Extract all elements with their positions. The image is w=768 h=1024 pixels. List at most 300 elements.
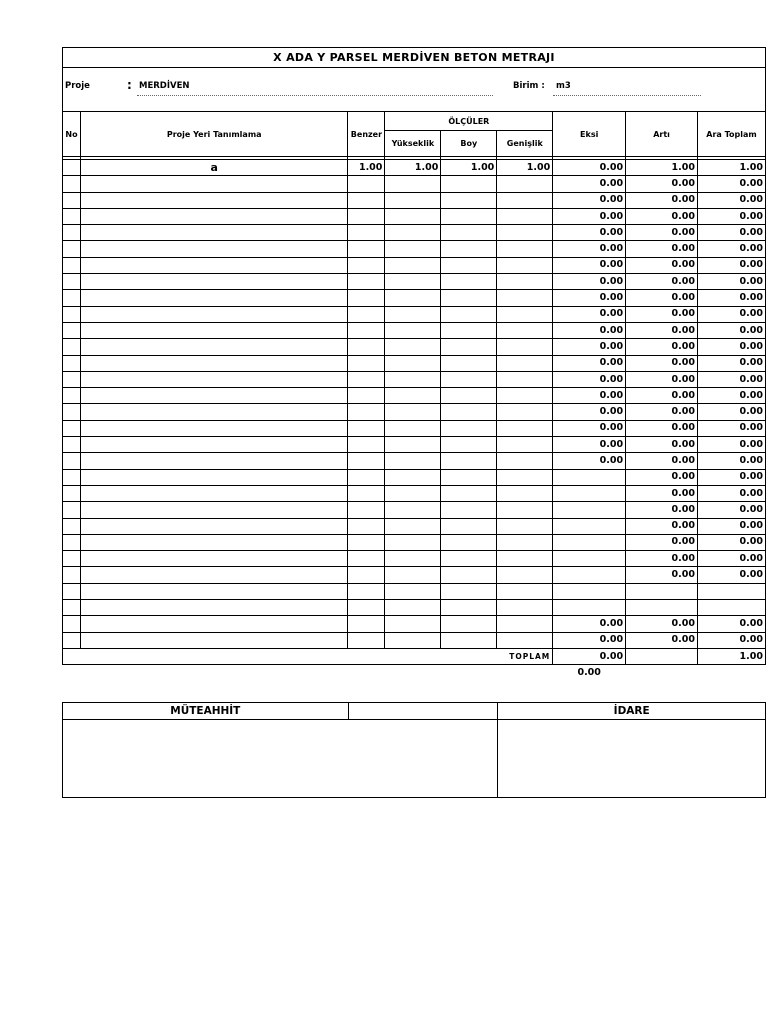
- table-row: [63, 290, 766, 306]
- cell-description: [80, 355, 347, 371]
- header-arti: Artı: [626, 112, 698, 157]
- cell-genislik: [497, 339, 553, 355]
- cell-description: [80, 274, 347, 290]
- cell-no: [63, 257, 81, 273]
- cell-description: [80, 437, 347, 453]
- cell-benzer: [348, 371, 385, 387]
- administration-label: İDARE: [498, 703, 766, 720]
- cell-ara-toplam: 0.00: [698, 502, 766, 518]
- cell-no: [63, 225, 81, 241]
- cell-benzer: [348, 437, 385, 453]
- cell-arti: 0.00: [626, 306, 698, 322]
- cell-boy: [441, 306, 497, 322]
- cell-eksi: 0.00: [553, 371, 626, 387]
- header-boy: Boy: [441, 131, 497, 157]
- cell-no: [63, 583, 81, 599]
- cell-eksi: 0.00: [553, 192, 626, 208]
- cell-no: [63, 485, 81, 501]
- cell-no: [63, 469, 81, 485]
- cell-benzer: [348, 339, 385, 355]
- cell-eksi: [553, 485, 626, 501]
- cell-arti: 0.00: [626, 518, 698, 534]
- cell-eksi: 0.00: [553, 420, 626, 436]
- cell-genislik: [497, 322, 553, 338]
- cell-ara-toplam: 0.00: [698, 176, 766, 192]
- cell-benzer: [348, 518, 385, 534]
- cell-genislik: [497, 371, 553, 387]
- cell-ara-toplam: 0.00: [698, 485, 766, 501]
- total-eksi: 0.00: [553, 648, 626, 664]
- table-row: [63, 616, 766, 632]
- cell-genislik: 1.00: [497, 160, 553, 176]
- cell-yukseklik: [385, 551, 441, 567]
- cell-boy: [441, 616, 497, 632]
- cell-description: [80, 388, 347, 404]
- cell-ara-toplam: [698, 600, 766, 616]
- cell-genislik: [497, 290, 553, 306]
- cell-benzer: [348, 616, 385, 632]
- cell-boy: [441, 583, 497, 599]
- cell-yukseklik: [385, 339, 441, 355]
- cell-description: [80, 485, 347, 501]
- table-row: [63, 274, 766, 290]
- cell-genislik: [497, 616, 553, 632]
- cell-arti: 0.00: [626, 453, 698, 469]
- cell-genislik: [497, 551, 553, 567]
- cell-no: [63, 371, 81, 387]
- cell-ara-toplam: 0.00: [698, 404, 766, 420]
- cell-genislik: [497, 453, 553, 469]
- cell-benzer: 1.00: [348, 160, 385, 176]
- cell-boy: 1.00: [441, 160, 497, 176]
- cell-description: [80, 306, 347, 322]
- cell-no: [63, 534, 81, 550]
- cell-benzer: [348, 257, 385, 273]
- cell-benzer: [348, 485, 385, 501]
- cell-arti: 0.00: [626, 371, 698, 387]
- cell-ara-toplam: 0.00: [698, 192, 766, 208]
- cell-no: [63, 453, 81, 469]
- cell-boy: [441, 469, 497, 485]
- cell-arti: 0.00: [626, 192, 698, 208]
- cell-boy: [441, 355, 497, 371]
- header-description: Proje Yeri Tanımlama: [80, 112, 347, 157]
- cell-yukseklik: [385, 502, 441, 518]
- cell-no: [63, 600, 81, 616]
- contractor-signature-area: [63, 720, 498, 798]
- cell-yukseklik: [385, 437, 441, 453]
- cell-boy: [441, 225, 497, 241]
- cell-description: [80, 567, 347, 583]
- cell-no: [63, 306, 81, 322]
- cell-yukseklik: [385, 290, 441, 306]
- cell-eksi: 0.00: [553, 160, 626, 176]
- cell-arti: 0.00: [626, 241, 698, 257]
- administration-signature-area: [498, 720, 766, 798]
- table-row: [63, 600, 766, 616]
- cell-eksi: 0.00: [553, 274, 626, 290]
- cell-boy: [441, 241, 497, 257]
- cell-yukseklik: [385, 322, 441, 338]
- cell-no: [63, 322, 81, 338]
- cell-ara-toplam: 0.00: [698, 355, 766, 371]
- table-row: [63, 469, 766, 485]
- table-row: [63, 534, 766, 550]
- cell-genislik: [497, 355, 553, 371]
- cell-yukseklik: [385, 583, 441, 599]
- cell-yukseklik: [385, 371, 441, 387]
- cell-ara-toplam: 0.00: [698, 518, 766, 534]
- cell-eksi: 0.00: [553, 632, 626, 648]
- cell-benzer: [348, 322, 385, 338]
- cell-genislik: [497, 176, 553, 192]
- cell-benzer: [348, 534, 385, 550]
- cell-ara-toplam: 0.00: [698, 388, 766, 404]
- project-info: [62, 67, 766, 112]
- cell-ara-toplam: 0.00: [698, 420, 766, 436]
- cell-eksi: 0.00: [553, 257, 626, 273]
- cell-no: [63, 160, 81, 176]
- table-row: [63, 632, 766, 648]
- table-row: [63, 176, 766, 192]
- cell-boy: [441, 404, 497, 420]
- cell-description: [80, 404, 347, 420]
- signature-block: [62, 702, 766, 798]
- cell-ara-toplam: 0.00: [698, 371, 766, 387]
- cell-no: [63, 551, 81, 567]
- header-benzer: Benzer: [348, 112, 385, 157]
- cell-eksi: 0.00: [553, 404, 626, 420]
- metraj-table: [62, 111, 766, 681]
- project-value: MERDİVEN: [139, 81, 190, 91]
- header-eksi: Eksi: [553, 112, 626, 157]
- cell-no: [63, 616, 81, 632]
- cell-boy: [441, 192, 497, 208]
- cell-eksi: 0.00: [553, 176, 626, 192]
- cell-yukseklik: [385, 355, 441, 371]
- cell-ara-toplam: 0.00: [698, 225, 766, 241]
- cell-description: [80, 225, 347, 241]
- cell-benzer: [348, 600, 385, 616]
- cell-benzer: [348, 502, 385, 518]
- table-row: [63, 388, 766, 404]
- cell-yukseklik: [385, 208, 441, 224]
- cell-genislik: [497, 567, 553, 583]
- cell-eksi: 0.00: [553, 616, 626, 632]
- cell-ara-toplam: 0.00: [698, 469, 766, 485]
- cell-no: [63, 632, 81, 648]
- table-row: [63, 322, 766, 338]
- cell-eksi: 0.00: [553, 437, 626, 453]
- cell-ara-toplam: 0.00: [698, 339, 766, 355]
- signature-middle: [348, 703, 498, 720]
- cell-arti: 0.00: [626, 208, 698, 224]
- cell-eksi: 0.00: [553, 322, 626, 338]
- cell-description: [80, 208, 347, 224]
- cell-yukseklik: [385, 420, 441, 436]
- cell-no: [63, 567, 81, 583]
- cell-ara-toplam: 0.00: [698, 241, 766, 257]
- cell-genislik: [497, 420, 553, 436]
- header-no: No: [63, 112, 81, 157]
- cell-benzer: [348, 274, 385, 290]
- cell-arti: 0.00: [626, 225, 698, 241]
- cell-benzer: [348, 241, 385, 257]
- cell-boy: [441, 437, 497, 453]
- table-row: [63, 339, 766, 355]
- table-row: [63, 551, 766, 567]
- cell-yukseklik: [385, 241, 441, 257]
- cell-eksi: 0.00: [553, 388, 626, 404]
- cell-yukseklik: [385, 274, 441, 290]
- cell-ara-toplam: 0.00: [698, 290, 766, 306]
- cell-arti: 0.00: [626, 616, 698, 632]
- unit-value: m3: [556, 81, 571, 91]
- total-ara-toplam: 1.00: [698, 648, 766, 664]
- table-row: [63, 160, 766, 176]
- cell-arti: 0.00: [626, 502, 698, 518]
- cell-ara-toplam: 0.00: [698, 551, 766, 567]
- total-row: [63, 648, 766, 664]
- cell-description: [80, 339, 347, 355]
- cell-arti: 0.00: [626, 534, 698, 550]
- cell-description: [80, 551, 347, 567]
- cell-yukseklik: [385, 485, 441, 501]
- cell-yukseklik: [385, 388, 441, 404]
- cell-eksi: [553, 518, 626, 534]
- cell-genislik: [497, 502, 553, 518]
- cell-description: [80, 469, 347, 485]
- cell-no: [63, 290, 81, 306]
- cell-arti: [626, 600, 698, 616]
- cell-description: [80, 632, 347, 648]
- cell-genislik: [497, 404, 553, 420]
- cell-description: [80, 616, 347, 632]
- cell-arti: 0.00: [626, 274, 698, 290]
- cell-no: [63, 355, 81, 371]
- cell-boy: [441, 632, 497, 648]
- cell-eksi: [553, 534, 626, 550]
- header-genislik: Genişlik: [497, 131, 553, 157]
- cell-arti: 1.00: [626, 160, 698, 176]
- cell-no: [63, 274, 81, 290]
- header-yukseklik: Yükseklik: [385, 131, 441, 157]
- table-row: [63, 192, 766, 208]
- cell-description: [80, 502, 347, 518]
- table-row: [63, 225, 766, 241]
- cell-ara-toplam: 0.00: [698, 257, 766, 273]
- cell-yukseklik: [385, 176, 441, 192]
- cell-boy: [441, 322, 497, 338]
- cell-benzer: [348, 208, 385, 224]
- cell-eksi: [553, 600, 626, 616]
- cell-arti: [626, 583, 698, 599]
- cell-genislik: [497, 306, 553, 322]
- cell-no: [63, 339, 81, 355]
- cell-yukseklik: [385, 192, 441, 208]
- cell-boy: [441, 274, 497, 290]
- cell-yukseklik: [385, 567, 441, 583]
- project-label: Proje: [65, 81, 90, 91]
- table-row: [63, 485, 766, 501]
- cell-no: [63, 502, 81, 518]
- cell-ara-toplam: 0.00: [698, 306, 766, 322]
- cell-no: [63, 420, 81, 436]
- cell-genislik: [497, 257, 553, 273]
- cell-boy: [441, 567, 497, 583]
- cell-arti: 0.00: [626, 632, 698, 648]
- table-row: [63, 420, 766, 436]
- header-ara-toplam: Ara Toplam: [698, 112, 766, 157]
- cell-benzer: [348, 567, 385, 583]
- cell-boy: [441, 388, 497, 404]
- sheet-title: X ADA Y PARSEL MERDİVEN BETON METRAJI: [62, 47, 766, 68]
- table-row: [63, 241, 766, 257]
- cell-yukseklik: [385, 404, 441, 420]
- table-row: [63, 437, 766, 453]
- cell-boy: [441, 339, 497, 355]
- cell-genislik: [497, 485, 553, 501]
- cell-arti: 0.00: [626, 437, 698, 453]
- cell-eksi: 0.00: [553, 290, 626, 306]
- cell-ara-toplam: 0.00: [698, 437, 766, 453]
- cell-genislik: [497, 241, 553, 257]
- contractor-label: MÜTEAHHİT: [63, 703, 349, 720]
- cell-yukseklik: [385, 534, 441, 550]
- cell-genislik: [497, 469, 553, 485]
- cell-eksi: [553, 469, 626, 485]
- cell-description: [80, 257, 347, 273]
- cell-benzer: [348, 404, 385, 420]
- cell-ara-toplam: 0.00: [698, 616, 766, 632]
- cell-ara-toplam: 0.00: [698, 567, 766, 583]
- cell-genislik: [497, 437, 553, 453]
- cell-benzer: [348, 388, 385, 404]
- cell-genislik: [497, 534, 553, 550]
- cell-arti: 0.00: [626, 176, 698, 192]
- table-row: [63, 257, 766, 273]
- cell-yukseklik: [385, 257, 441, 273]
- cell-boy: [441, 551, 497, 567]
- cell-eksi: 0.00: [553, 339, 626, 355]
- cell-description: [80, 176, 347, 192]
- cell-no: [63, 208, 81, 224]
- table-row: [63, 567, 766, 583]
- cell-benzer: [348, 176, 385, 192]
- cell-yukseklik: [385, 225, 441, 241]
- cell-description: [80, 322, 347, 338]
- cell-boy: [441, 600, 497, 616]
- cell-eksi: 0.00: [553, 355, 626, 371]
- cell-eksi: [553, 567, 626, 583]
- cell-boy: [441, 534, 497, 550]
- cell-no: [63, 404, 81, 420]
- cell-arti: 0.00: [626, 355, 698, 371]
- table-row: [63, 502, 766, 518]
- cell-eksi: 0.00: [553, 225, 626, 241]
- cell-arti: 0.00: [626, 257, 698, 273]
- cell-eksi: [553, 551, 626, 567]
- cell-ara-toplam: 0.00: [698, 322, 766, 338]
- cell-benzer: [348, 453, 385, 469]
- cell-description: [80, 420, 347, 436]
- cell-description: [80, 241, 347, 257]
- table-row: [63, 404, 766, 420]
- cell-yukseklik: [385, 453, 441, 469]
- cell-benzer: [348, 469, 385, 485]
- cell-yukseklik: [385, 518, 441, 534]
- cell-no: [63, 388, 81, 404]
- grand-total-row: [63, 665, 766, 681]
- table-row: [63, 355, 766, 371]
- cell-arti: 0.00: [626, 339, 698, 355]
- cell-eksi: 0.00: [553, 241, 626, 257]
- cell-ara-toplam: 0.00: [698, 274, 766, 290]
- cell-no: [63, 437, 81, 453]
- cell-genislik: [497, 600, 553, 616]
- cell-boy: [441, 453, 497, 469]
- cell-benzer: [348, 192, 385, 208]
- cell-boy: [441, 502, 497, 518]
- cell-genislik: [497, 208, 553, 224]
- cell-ara-toplam: [698, 583, 766, 599]
- unit-underline: [553, 95, 701, 96]
- cell-yukseklik: [385, 632, 441, 648]
- cell-boy: [441, 518, 497, 534]
- header-olculer: ÖLÇÜLER: [385, 112, 553, 131]
- cell-boy: [441, 176, 497, 192]
- cell-yukseklik: [385, 600, 441, 616]
- cell-yukseklik: [385, 306, 441, 322]
- table-row: [63, 371, 766, 387]
- cell-arti: 0.00: [626, 567, 698, 583]
- table-row: [63, 583, 766, 599]
- cell-genislik: [497, 192, 553, 208]
- cell-arti: 0.00: [626, 388, 698, 404]
- cell-no: [63, 241, 81, 257]
- table-row: [63, 518, 766, 534]
- cell-ara-toplam: 0.00: [698, 534, 766, 550]
- cell-boy: [441, 420, 497, 436]
- cell-description: [80, 453, 347, 469]
- cell-genislik: [497, 274, 553, 290]
- cell-description: a: [80, 160, 347, 176]
- cell-genislik: [497, 388, 553, 404]
- project-underline: [137, 95, 493, 96]
- cell-boy: [441, 485, 497, 501]
- cell-genislik: [497, 518, 553, 534]
- cell-description: [80, 290, 347, 306]
- cell-benzer: [348, 225, 385, 241]
- cell-no: [63, 176, 81, 192]
- cell-yukseklik: [385, 616, 441, 632]
- table-row: [63, 453, 766, 469]
- cell-genislik: [497, 225, 553, 241]
- cell-arti: 0.00: [626, 469, 698, 485]
- cell-yukseklik: 1.00: [385, 160, 441, 176]
- cell-arti: 0.00: [626, 485, 698, 501]
- cell-no: [63, 518, 81, 534]
- cell-eksi: 0.00: [553, 306, 626, 322]
- cell-arti: 0.00: [626, 551, 698, 567]
- cell-arti: 0.00: [626, 404, 698, 420]
- cell-description: [80, 192, 347, 208]
- cell-ara-toplam: 0.00: [698, 208, 766, 224]
- cell-benzer: [348, 290, 385, 306]
- cell-ara-toplam: 0.00: [698, 632, 766, 648]
- cell-boy: [441, 208, 497, 224]
- cell-eksi: [553, 583, 626, 599]
